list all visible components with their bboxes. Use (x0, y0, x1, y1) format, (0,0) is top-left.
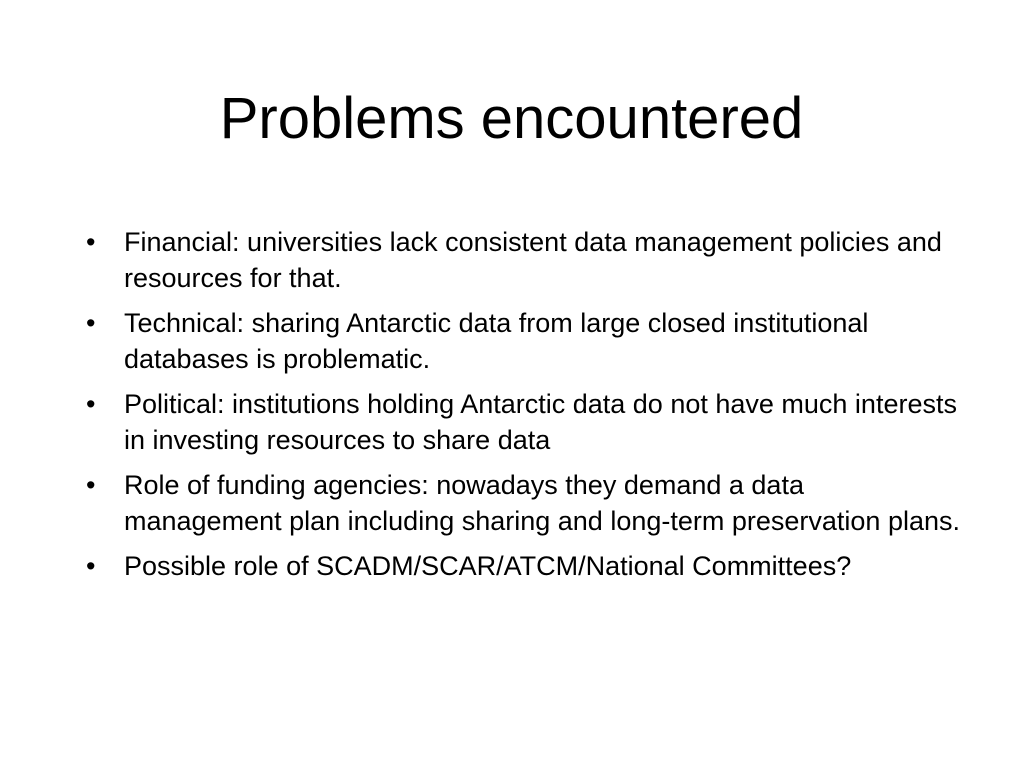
bullet-dot-icon: • (86, 227, 96, 257)
bullet-dot-icon: • (86, 308, 96, 338)
bullet-list (86, 224, 966, 593)
bullet-item (86, 305, 966, 377)
bullet-item (86, 467, 966, 539)
bullet-dot-icon: • (86, 551, 96, 581)
bullet-text: Financial: universities lack consistent data management policies and resources for that. (124, 227, 942, 293)
bullet-item (86, 224, 966, 296)
slide-title: Problems encountered (219, 86, 804, 151)
bullet-item (86, 548, 966, 584)
bullet-text: Technical: sharing Antarctic data from large closed institutional databases is problematic. (124, 308, 869, 374)
bullet-text: Political: institutions holding Antarctic data do not have much interests in investing resources to share data (124, 389, 957, 455)
bullet-dot-icon: • (86, 470, 96, 500)
bullet-dot-icon: • (86, 389, 96, 419)
bullet-text: Role of funding agencies: nowadays they demand a data management plan including sharing and long-term preservation plans. (124, 470, 960, 536)
bullet-text: Possible role of SCADM/SCAR/ATCM/National Committees? (124, 551, 852, 581)
bullet-item (86, 386, 966, 458)
